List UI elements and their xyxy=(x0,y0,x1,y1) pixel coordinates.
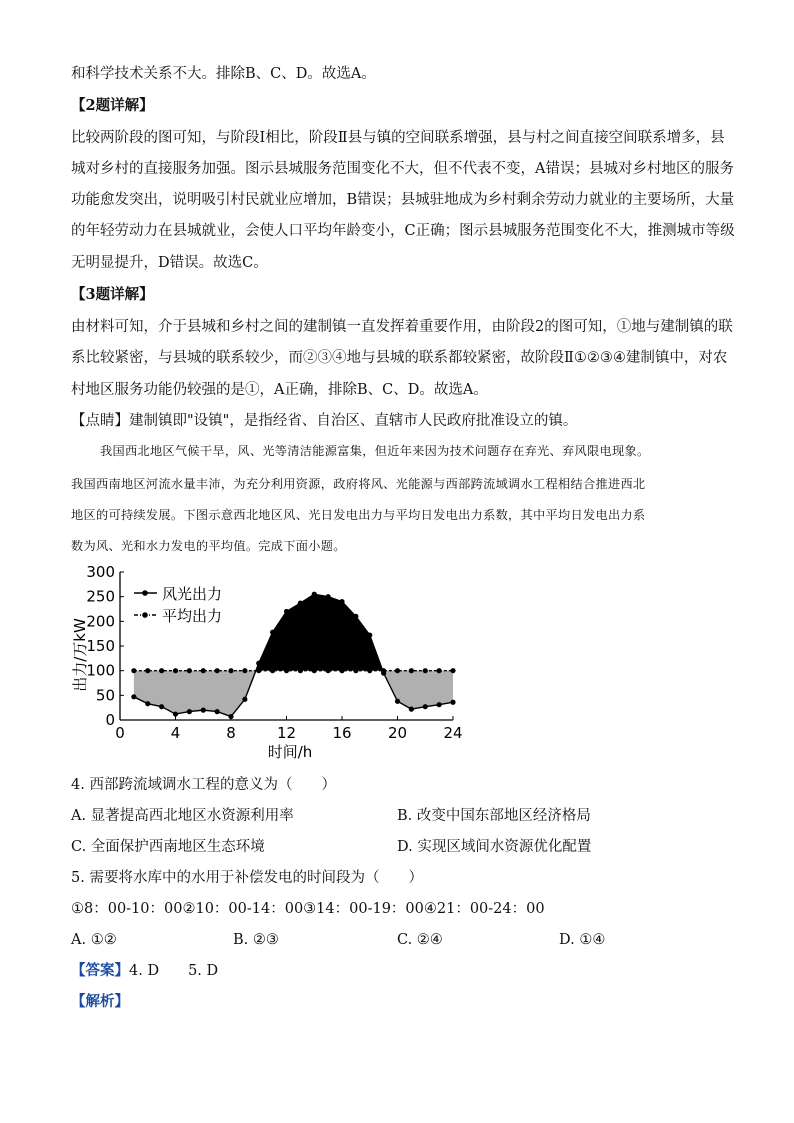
q5-option-a[interactable]: A. ①② xyxy=(71,932,117,948)
chart-legend xyxy=(134,585,222,625)
average-point xyxy=(353,668,358,673)
average-point xyxy=(256,668,261,673)
wind-solar-point xyxy=(298,600,303,605)
y-tick-label: 100 xyxy=(86,661,115,680)
q4-option-d[interactable]: D. 实现区域间水资源优化配置 xyxy=(397,839,592,855)
average-point xyxy=(450,668,455,673)
average-point xyxy=(367,668,372,673)
passage-line-3: 地区的可持续发展。下图示意西北地区风、光日发电出力与平均日发电出力系数，其中平均日发电出力系 xyxy=(71,508,646,522)
text-line-3: 比较两阶段的图可知，与阶段Ⅰ相比，阶段Ⅱ县与镇的空间联系增强，县与村之间直接空间联系增多，县 xyxy=(71,130,725,146)
average-point xyxy=(228,668,233,673)
wind-solar-point xyxy=(312,592,317,597)
average-point xyxy=(381,668,386,673)
y-tick-label: 250 xyxy=(86,587,115,606)
text-line-7: 无明显提升，D错误。故选C。 xyxy=(71,255,268,271)
legend-wind-solar: 风光出力 xyxy=(162,585,223,603)
x-tick-label: 20 xyxy=(387,724,408,742)
average-point xyxy=(145,668,150,673)
y-axis-label: 出力/万kW xyxy=(71,618,89,692)
wind-solar-point xyxy=(437,702,442,707)
x-tick-label: 24 xyxy=(443,724,463,742)
answer-line xyxy=(71,961,218,981)
q5-periods: ①8：00-10：00②10：00-14：00③14：00-19：00④21：00-24：00 xyxy=(71,901,545,917)
average-point xyxy=(312,668,317,673)
wind-solar-point xyxy=(256,661,261,666)
answer-value: 4. D 5. D xyxy=(129,963,219,979)
average-point xyxy=(284,668,289,673)
text-line-9: 由材料可知，介于县城和乡村之间的建制镇一直发挥着重要作用，由阶段2的图可知，①地与建制镇的联 xyxy=(71,319,733,335)
x-axis-label: 时间/h xyxy=(267,743,313,761)
power-output-chart xyxy=(60,560,480,765)
x-tick-label: 8 xyxy=(226,724,236,742)
answer-label: 【答案】 xyxy=(71,962,129,979)
deficit-area xyxy=(134,671,256,717)
average-point xyxy=(395,668,400,673)
heading-q3-detail: 【3题详解】 xyxy=(71,286,154,303)
average-point xyxy=(423,668,428,673)
wind-solar-point xyxy=(395,699,400,704)
text-line-4: 城对乡村的直接服务加强。图示县城服务范围变化不大，但不代表不变，A错误；县城对乡村地区的服务 xyxy=(71,161,734,177)
average-point xyxy=(339,668,344,673)
x-tick-label: 16 xyxy=(332,724,352,742)
average-point xyxy=(159,668,164,673)
average-point xyxy=(242,668,247,673)
q5-option-b[interactable]: B. ②③ xyxy=(233,932,279,948)
average-point xyxy=(270,668,275,673)
text-line-11: 村地区服务功能仍较强的是①，A正确，排除B、C、D。故选A。 xyxy=(71,382,488,398)
average-point xyxy=(409,668,414,673)
wind-solar-point xyxy=(326,594,331,599)
wind-solar-point xyxy=(339,599,344,604)
wind-solar-point xyxy=(367,633,372,638)
average-point xyxy=(298,668,303,673)
x-tick-label: 4 xyxy=(170,724,181,742)
average-point xyxy=(215,668,220,673)
wind-solar-point xyxy=(284,609,289,614)
wind-solar-point xyxy=(353,614,358,619)
text-line-5: 功能愈发突出，说明吸引村民就业应增加，B错误；县城驻地成为乡村剩余劳动力就业的主要场所，大量 xyxy=(71,192,735,208)
y-tick-label: 0 xyxy=(105,711,115,729)
passage-line-2: 我国西南地区河流水量丰沛，为充分利用资源，政府将风、光能源与西部跨流域调水工程相结合推进西北 xyxy=(71,477,646,491)
passage-line-1: 我国西北地区气候干旱，风、光等清洁能源富集，但近年来因为技术问题存在弃光、弃风限电现象。 xyxy=(100,444,650,458)
text-line-1: 和科学技术关系不大。排除B、C、D。故选A。 xyxy=(71,66,376,82)
passage-line-4: 数为风、光和水力发电的平均值。完成下面小题。 xyxy=(71,539,346,553)
y-tick-label: 150 xyxy=(86,637,115,655)
q4-option-c[interactable]: C. 全面保护西南地区生态环境 xyxy=(71,839,265,855)
q4-stem: 4. 西部跨流域调水工程的意义为（ ） xyxy=(71,777,336,793)
wind-solar-point xyxy=(201,708,206,713)
q5-stem: 5. 需要将水库中的水用于补偿发电的时间段为（ ） xyxy=(71,870,423,886)
q4-option-a[interactable]: A. 显著提高西北地区水资源利用率 xyxy=(71,808,294,824)
q5-option-c[interactable]: C. ②④ xyxy=(397,932,443,948)
wind-solar-point xyxy=(270,630,275,635)
wind-solar-point xyxy=(145,701,150,706)
wind-solar-point xyxy=(159,704,164,709)
average-point xyxy=(326,668,331,673)
analysis-label: 【解析】 xyxy=(71,993,129,1010)
key-point-line: 【点睛】建制镇即"设镇"，是指经省、自治区、直辖市人民政府批准设立的镇。 xyxy=(71,413,578,429)
x-tick-label: 12 xyxy=(276,724,297,742)
wind-solar-point xyxy=(409,707,414,712)
y-tick-label: 300 xyxy=(86,563,115,581)
q5-option-d[interactable]: D. ①④ xyxy=(559,932,606,948)
y-tick-label: 50 xyxy=(95,686,115,705)
q4-option-b[interactable]: B. 改变中国东部地区经济格局 xyxy=(397,808,591,824)
text-line-10: 系比较紧密，与县城的联系较少，而②③④地与县城的联系都较紧密，故阶段Ⅱ①②③④建制镇中，对农 xyxy=(71,350,728,366)
wind-solar-point xyxy=(187,709,192,714)
wind-solar-point xyxy=(215,709,220,714)
y-tick-label: 200 xyxy=(86,612,115,631)
average-point xyxy=(201,668,206,673)
average-point xyxy=(173,668,178,673)
wind-solar-point xyxy=(423,704,428,709)
text-line-6: 的年轻劳动力在县城就业，会使人口平均年龄变小，C正确；图示县城服务范围变化不大，推测城市等级 xyxy=(71,223,735,239)
average-point xyxy=(131,668,136,673)
wind-solar-point xyxy=(131,694,136,699)
average-point xyxy=(437,668,442,673)
average-point xyxy=(187,668,192,673)
legend-average: 平均出力 xyxy=(162,607,223,625)
heading-q2-detail: 【2题详解】 xyxy=(71,97,154,114)
deficit-area xyxy=(383,671,453,709)
wind-solar-point xyxy=(450,700,455,705)
wind-solar-point xyxy=(242,697,247,702)
x-tick-label: 0 xyxy=(115,724,125,742)
wind-solar-point xyxy=(173,711,178,716)
wind-solar-point xyxy=(228,714,233,719)
